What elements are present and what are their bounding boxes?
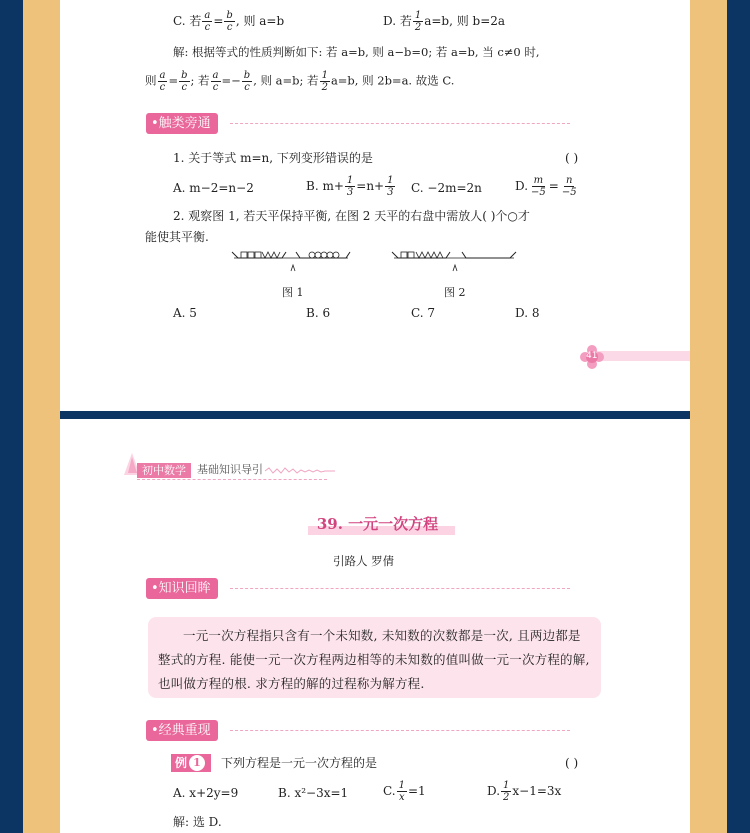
left-border-band: [23, 0, 60, 833]
solution-line-1: 解: 根据等式的性质判断如下: 若 a=b, 则 a−b=0; 若 a=b, 当 c≠0 时,: [173, 45, 540, 59]
solution-line-2: 则 $\frac{a}{c}$ = $\frac{b}{c}$ ; 若 $\frac{a}{c}$ =− $\frac{b}{c}$ , 则 a=b; 若 $\frac{1}{2}$ a=b, 则 2b=a. 故选 C.: [145, 70, 455, 93]
page-number-bar: [596, 351, 690, 361]
q2-option-a: A. 5: [173, 306, 197, 320]
balance-figure-1: [230, 248, 352, 276]
balance-figure-2: [390, 248, 520, 276]
q2-option-b: B. 6: [306, 306, 331, 320]
q2-stem: 2. 观察图 1, 若天平保持平衡, 在图 2 天平的右盘中需放人( )个○才: [173, 209, 530, 223]
section-divider-classic: [230, 730, 570, 732]
figure-2-caption: 图 2: [444, 286, 466, 299]
option-c: C. 若 $\frac{a}{c}$ = $\frac{b}{c}$ , 则 a=b: [173, 10, 285, 33]
example-answer: 解: 选 D.: [173, 815, 222, 829]
section-tag-classic: •经典重现: [146, 720, 218, 741]
header-wave: [265, 467, 335, 475]
lesson-title: 39. 一元一次方程: [300, 513, 455, 539]
right-border-band: [690, 0, 727, 833]
lesson-guide: 引路人 罗倩: [333, 554, 395, 568]
q2-option-c: C. 7: [411, 306, 436, 320]
example-answer-paren: ( ): [565, 756, 579, 770]
option-d: D. 若 $\frac{1}{2}$ a=b, 则 b=2a: [383, 10, 506, 33]
section-divider: [230, 123, 570, 125]
example-stem: 下列方程是一元一次方程的是: [221, 756, 378, 770]
q2-option-d: D. 8: [515, 306, 540, 320]
q1-option-d: D. $\frac{m}{-5}$ = $\frac{n}{-5}$: [515, 175, 577, 198]
section-divider-knowledge: [230, 588, 570, 590]
example-option-c: C. $\frac{1}{x}$ =1: [383, 780, 426, 803]
figure-1-caption: 图 1: [282, 286, 304, 299]
section-tag-knowledge: •知识回眸: [146, 578, 218, 599]
page-number: 41: [586, 351, 598, 361]
q1-answer-paren: ( ): [565, 151, 579, 165]
header-subject-tag: 初中数学: [137, 463, 191, 478]
header-book-title: 基础知识导引: [197, 463, 263, 476]
example-option-b: B. x²−3x=1: [278, 786, 349, 800]
knowledge-box: [148, 617, 601, 698]
header-underline: [137, 479, 327, 481]
q1-option-a: A. m−2=n−2: [173, 181, 254, 195]
example-option-a: A. x+2y=9: [173, 786, 239, 800]
knowledge-text: 一元一次方程指只含有一个未知数, 未知数的次数都是一次, 且两边都是整式的方程. 能使一元一次方程两边相等的未知数的值叫做一元一次方程的解, 也叫做方程的根. 求方程的解的过程称为解方程.: [158, 628, 590, 691]
example-number: 1: [189, 755, 205, 771]
example-option-d: D. $\frac{1}{2}$ x−1=3x: [487, 780, 562, 803]
q1-option-b: B. m+ $\frac{1}{3}$ =n+ $\frac{1}{3}$: [306, 175, 394, 198]
example-tag: 例: [171, 754, 211, 772]
q2-stem-cont: 能使其平衡.: [145, 230, 209, 244]
q1-option-c: C. −2m=2n: [411, 181, 482, 195]
section-tag-practice: •触类旁通: [146, 113, 218, 134]
q1-stem: 1. 关于等式 m=n, 下列变形错误的是: [173, 151, 373, 165]
